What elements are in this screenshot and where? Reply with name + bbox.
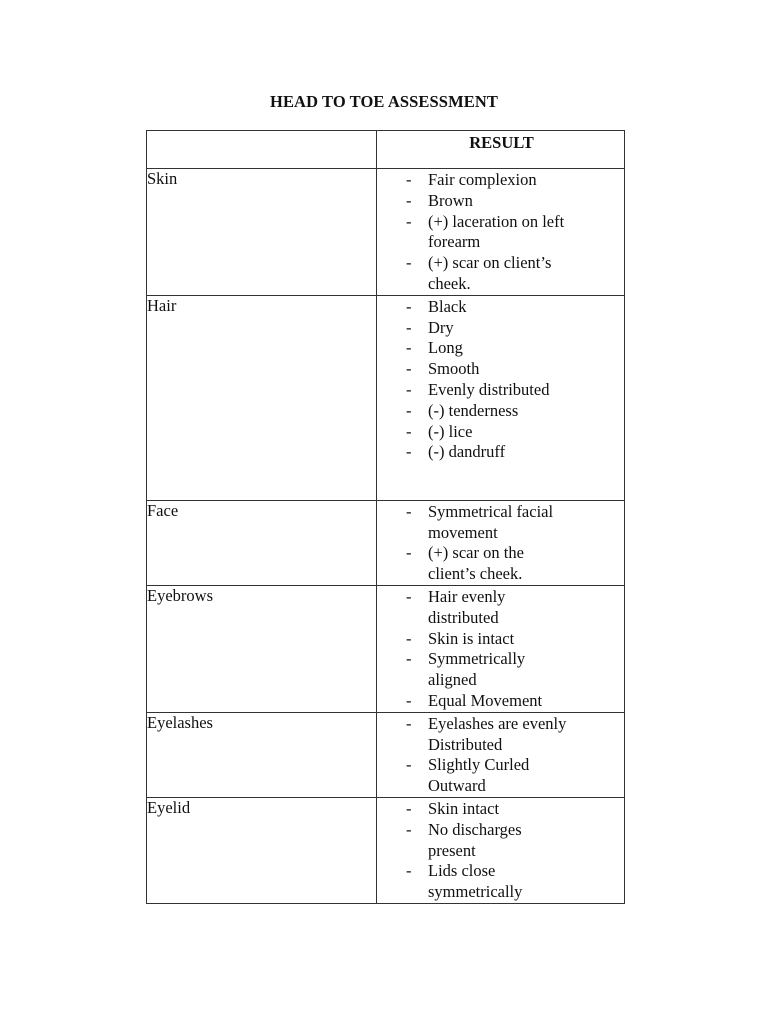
page-title: HEAD TO TOE ASSESSMENT: [270, 92, 498, 111]
finding-text: Smooth: [428, 359, 480, 379]
bullet-dash: -: [406, 713, 412, 733]
list-item: [377, 502, 624, 544]
area-cell: Eyelid: [147, 797, 377, 903]
findings-list: [377, 169, 624, 295]
list-item: [377, 820, 624, 862]
assessment-table: [146, 130, 625, 904]
bullet-dash: -: [406, 400, 412, 420]
bullet-dash: -: [406, 421, 412, 441]
finding-text: No discharges present: [428, 819, 522, 860]
findings-list: [377, 501, 624, 585]
findings-cell: [377, 585, 625, 712]
finding-text: Fair complexion: [428, 170, 537, 189]
bullet-dash: -: [406, 170, 412, 189]
finding-text: Black: [428, 296, 467, 316]
finding-text: Long: [428, 338, 463, 358]
result-header-cell: [377, 131, 625, 169]
area-cell: Hair: [147, 295, 377, 500]
area-cell: Skin: [147, 169, 377, 296]
list-item: [377, 170, 624, 191]
list-item: [377, 629, 624, 650]
finding-text: Brown: [428, 190, 473, 210]
finding-text: Skin intact: [428, 798, 500, 818]
area-cell: Face: [147, 500, 377, 585]
list-item: [377, 799, 624, 820]
list-item: [377, 442, 624, 463]
findings-cell: [377, 500, 625, 585]
list-item: [377, 359, 624, 380]
finding-text: (+) scar on the client’s cheek.: [428, 543, 524, 584]
table-row: [147, 500, 625, 585]
bullet-dash: -: [406, 359, 412, 379]
table-row: [147, 797, 625, 903]
list-item: [377, 318, 624, 339]
findings-cell: [377, 712, 625, 797]
bullet-dash: -: [406, 190, 412, 210]
finding-text: (-) lice: [428, 421, 473, 441]
findings-cell: [377, 295, 625, 500]
table-row: [147, 585, 625, 712]
finding-text: (+) scar on client’s cheek.: [428, 253, 552, 293]
findings-cell: [377, 797, 625, 903]
list-item: [377, 380, 624, 401]
bullet-dash: -: [406, 755, 412, 775]
findings-list: [377, 586, 624, 712]
findings-list: [377, 798, 624, 903]
list-item: [377, 422, 624, 443]
list-item: [377, 587, 624, 629]
finding-text: (-) tenderness: [428, 400, 519, 420]
bullet-dash: -: [406, 253, 412, 273]
list-item: [377, 191, 624, 212]
table-row: [147, 295, 625, 500]
area-cell: Eyelashes: [147, 712, 377, 797]
finding-text: Lids close symmetrically: [428, 861, 523, 902]
list-item: [377, 861, 624, 903]
finding-text: Evenly distributed: [428, 379, 550, 399]
list-item: [377, 755, 624, 797]
findings-list: [377, 713, 624, 797]
bullet-dash: -: [406, 819, 412, 839]
finding-text: Skin is intact: [428, 628, 515, 648]
findings-list: [377, 296, 624, 463]
bullet-dash: -: [406, 586, 412, 606]
bullet-dash: -: [406, 296, 412, 316]
bullet-dash: -: [406, 861, 412, 881]
list-item: [377, 297, 624, 318]
finding-text: Symmetrically aligned: [428, 649, 526, 690]
bullet-dash: -: [406, 211, 412, 231]
list-item: [377, 691, 624, 712]
bullet-dash: -: [406, 690, 412, 710]
finding-text: (-) dandruff: [428, 442, 506, 462]
table-row: [147, 712, 625, 797]
finding-text: Dry: [428, 317, 454, 337]
finding-text: (+) laceration on left forearm: [428, 211, 565, 252]
area-cell: Eyebrows: [147, 585, 377, 712]
area-header-cell: [147, 131, 377, 169]
bullet-dash: -: [406, 317, 412, 337]
table-row: [147, 169, 625, 296]
bullet-dash: -: [406, 649, 412, 669]
table-header-row: [147, 131, 625, 169]
list-item: [377, 401, 624, 422]
list-item: [377, 212, 624, 254]
list-item: [377, 714, 624, 756]
bullet-dash: -: [406, 543, 412, 563]
list-item: [377, 253, 624, 295]
bullet-dash: -: [406, 338, 412, 358]
list-item: [377, 543, 624, 585]
bullet-dash: -: [406, 798, 412, 818]
bullet-dash: -: [406, 442, 412, 462]
bullet-dash: -: [406, 501, 412, 521]
result-header: RESULT: [469, 133, 534, 152]
list-item: [377, 338, 624, 359]
finding-text: Equal Movement: [428, 690, 543, 710]
bullet-dash: -: [406, 628, 412, 648]
finding-text: Hair evenly distributed: [428, 586, 506, 627]
finding-text: Symmetrical facial movement: [428, 501, 554, 542]
finding-text: Slightly Curled Outward: [428, 755, 530, 796]
bullet-dash: -: [406, 379, 412, 399]
list-item: [377, 649, 624, 691]
findings-cell: [377, 169, 625, 296]
finding-text: Eyelashes are evenly Distributed: [428, 713, 567, 754]
